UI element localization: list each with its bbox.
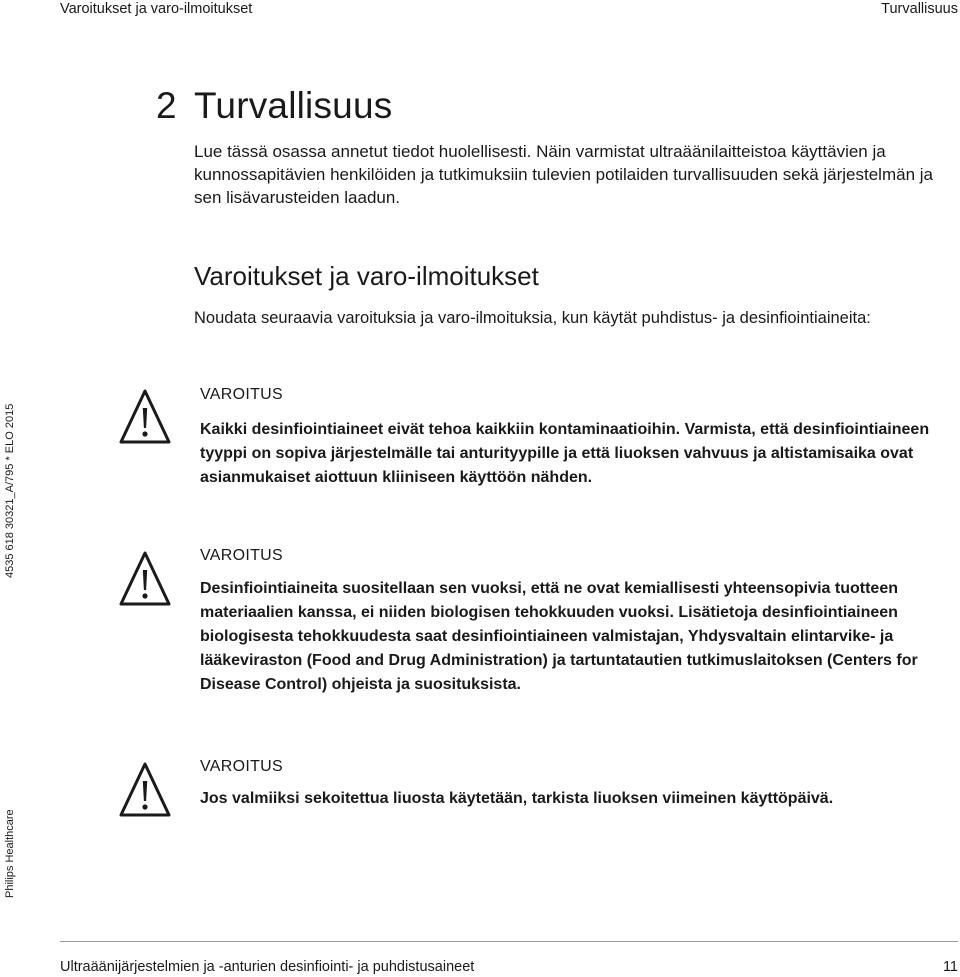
running-header-chapter: Turvallisuus (881, 1, 958, 17)
running-header (60, 0, 958, 20)
warning-label: VAROITUS (200, 386, 284, 403)
footer-divider (60, 941, 958, 942)
warning-label: VAROITUS (200, 547, 284, 564)
warning-triangle-icon (118, 549, 172, 609)
section-heading: Varoitukset ja varo-ilmoitukset (194, 261, 539, 291)
chapter-title-text: Turvallisuus (194, 85, 393, 126)
warning-text: Jos valmiiksi sekoitettua liuosta käytetään, tarkista liuoksen viimeinen käyttöpäivä. (200, 790, 834, 807)
document-code: 4535 618 30321_A/795 * ELO 2015 (4, 403, 16, 578)
running-header-section: Varoitukset ja varo-ilmoitukset (60, 1, 253, 17)
warning-text: Kaikki desinfiointiaineet eivät tehoa kaikkiin kontaminaatioihin. Varmista, että desinfiointiaineen tyyppi on sopiva järjestelmälle tai anturityypille ja että liuoksen vahvuus ja altistamisaika ovat asianmukaiset aiottuun kliiniseen käyttöön nähden. (200, 421, 930, 486)
brand-name: Philips Healthcare (4, 809, 16, 898)
page-number: 11 (942, 959, 958, 975)
chapter-number: 2 (156, 85, 177, 126)
warning-text: Desinfiointiaineita suositellaan sen vuoksi, että ne ovat kemiallisesti yhteensopivia tuotteen materiaalien kanssa, ei niiden biologisen tehokkuuden vuoksi. Lisätietoja desinfiointiaineen biologisesta tehokkuudesta saat desinfiointiaineen valmistajan, Yhdysvaltain elintarvike- ja lääkeviraston (Food and Drug Administration) ja tartuntatautien tutkimuslaitoksen (Centers for Disease Control) ohjeista ja suosituksista. (200, 580, 918, 693)
warning-triangle-icon (118, 760, 172, 820)
section-lead: Noudata seuraavia varoituksia ja varo-ilmoituksia, kun käytät puhdistus- ja desinfiointiaineita: (194, 309, 871, 327)
chapter-intro: Lue tässä osassa annetut tiedot huolellisesti. Näin varmistat ultraäänilaitteistoa käyttävien ja kunnossapitävien henkilöiden ja tutkimuksiin tulevien potilaiden turvallisuuden sekä järjestelmän ja sen lisävarusteiden laadun. (194, 142, 933, 207)
footer-document-title: Ultraäänijärjestelmien ja -anturien desinfiointi- ja puhdistusaineet (60, 959, 475, 975)
warning-triangle-icon (118, 387, 172, 447)
chapter-title (156, 84, 392, 128)
warning-label: VAROITUS (200, 758, 284, 775)
